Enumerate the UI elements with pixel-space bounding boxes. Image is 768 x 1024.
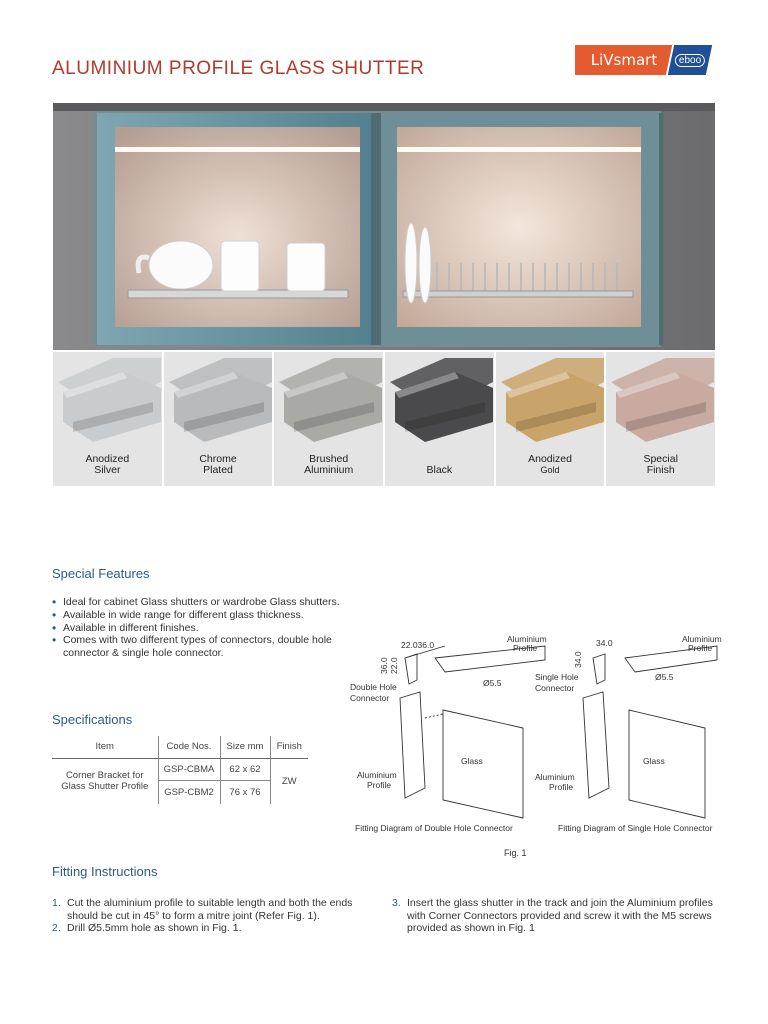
finish-label-line2: Aluminium xyxy=(304,464,354,476)
finish-label xyxy=(385,465,494,476)
spec-size-cell: 62 x 62 xyxy=(220,758,270,780)
profile-label-right-bottom: Aluminium xyxy=(535,772,575,782)
finish-label-line1: Brushed xyxy=(309,453,349,465)
profile-label-left-top-2: Profile xyxy=(513,643,538,653)
finish-label xyxy=(53,454,162,476)
step-text: Insert the glass shutter in the track and join the Aluminium profiles with Corner Connectors provided and screw it with the M5 screws provided as shown in Fig. 1 xyxy=(407,897,713,934)
finish-label-line1: Special xyxy=(643,453,678,465)
profile-label-left-bottom: Aluminium xyxy=(357,770,397,780)
dim-top-left: 22.036.0 xyxy=(401,640,435,650)
spec-code-cell: GSP-CBM2 xyxy=(158,780,220,804)
glass-label-left: Glass xyxy=(461,756,483,766)
fitting-steps-left xyxy=(52,897,370,935)
finish-label xyxy=(606,454,715,476)
finish-label xyxy=(274,454,383,476)
finish-swatch xyxy=(164,352,273,486)
profile-label-left-bottom-2: Profile xyxy=(367,780,392,790)
feature-item: • Available in wide range for different glass thickness. xyxy=(52,609,362,622)
finish-swatch xyxy=(385,352,494,486)
connector-label-right-2: Connector xyxy=(535,683,575,693)
profile-label-right-top: Aluminium xyxy=(682,634,722,644)
finish-label-line2: Gold xyxy=(540,465,560,475)
step-number: 1. xyxy=(52,897,61,909)
hero-cabinet-photo xyxy=(53,103,715,350)
col-code: Code Nos. xyxy=(158,736,220,758)
livsmart-logo: LiVsmart xyxy=(575,45,673,75)
profile-label-right-top-2: Profile xyxy=(688,643,713,653)
figure-label: Fig. 1 xyxy=(504,848,527,858)
finish-label xyxy=(164,454,273,476)
fitting-step xyxy=(52,897,370,922)
page-title: ALUMINIUM PROFILE GLASS SHUTTER xyxy=(52,58,425,79)
glass-label-right: Glass xyxy=(643,756,665,766)
col-item: Item xyxy=(52,736,158,758)
feature-item: • Available in different finishes. xyxy=(52,622,362,635)
caption-left: Fitting Diagram of Double Hole Connector xyxy=(355,823,513,833)
spec-size-cell: 76 x 76 xyxy=(220,780,270,804)
finish-swatch xyxy=(606,352,715,486)
fitting-diagram xyxy=(345,628,725,838)
finish-label-line1: Anodized xyxy=(528,453,572,465)
connector-label-right: Single Hole xyxy=(535,672,579,682)
ebco-logo xyxy=(666,45,712,75)
spec-finish-cell: ZW xyxy=(270,758,308,804)
dim-side2-left-label: 22.0 xyxy=(389,657,399,674)
finish-label-line2: Plated xyxy=(203,464,233,476)
fitting-step xyxy=(52,922,370,935)
finish-label xyxy=(496,454,605,476)
caption-right: Fitting Diagram of Single Hole Connector xyxy=(558,823,713,833)
finish-label-line1: Anodized xyxy=(85,453,130,465)
features-list xyxy=(52,596,362,660)
dim-side1-left-label: 36.0 xyxy=(379,657,389,674)
spec-item-cell: Corner Bracket for Glass Shutter Profile xyxy=(61,770,149,793)
specifications-heading: Specifications xyxy=(52,712,133,727)
connector-label-left: Double Hole xyxy=(350,682,397,692)
specifications-table xyxy=(52,736,308,804)
step-number: 2. xyxy=(52,922,61,934)
finish-label-line2: Silver xyxy=(94,464,121,476)
connector-label-left-2: Connector xyxy=(350,693,390,703)
feature-item: • Ideal for cabinet Glass shutters or wardrobe Glass shutters. xyxy=(52,596,362,609)
fitting-steps-right xyxy=(392,897,714,935)
step-number: 3. xyxy=(392,897,401,909)
col-finish: Finish xyxy=(270,736,308,758)
step-text: Cut the aluminium profile to suitable length and both the ends should be cut in 45° to form a mitre joint (Refer Fig. 1). xyxy=(67,897,353,922)
step-text: Drill Ø5.5mm hole as shown in Fig. 1. xyxy=(67,922,242,934)
spec-code-cell: GSP-CBMA xyxy=(158,758,220,780)
ebco-logo-text: eboo xyxy=(675,54,705,67)
col-size: Size mm xyxy=(220,736,270,758)
dim-top-right: 34.0 xyxy=(596,638,613,648)
finish-swatch xyxy=(496,352,605,486)
finish-label-line2: Black xyxy=(426,464,453,476)
finish-label-line2: Finish xyxy=(646,464,675,476)
brand-logo xyxy=(575,45,713,75)
finish-swatch xyxy=(53,352,162,486)
hole-label-left: Ø5.5 xyxy=(483,678,502,688)
finish-swatches xyxy=(53,352,715,486)
dim-side-right: 34.0 xyxy=(573,651,583,668)
finish-label-line1: Chrome xyxy=(199,453,237,465)
finish-swatch xyxy=(274,352,383,486)
fitting-heading: Fitting Instructions xyxy=(52,864,158,879)
profile-label-right-bottom-2: Profile xyxy=(549,782,574,792)
hole-label-right: Ø5.5 xyxy=(655,672,674,682)
feature-item: • Comes with two different types of connectors, double hole connector & single hole connector. xyxy=(52,634,362,660)
profile-label-left-top: Aluminium xyxy=(507,634,547,644)
fitting-step xyxy=(392,897,714,935)
features-heading: Special Features xyxy=(52,566,150,581)
